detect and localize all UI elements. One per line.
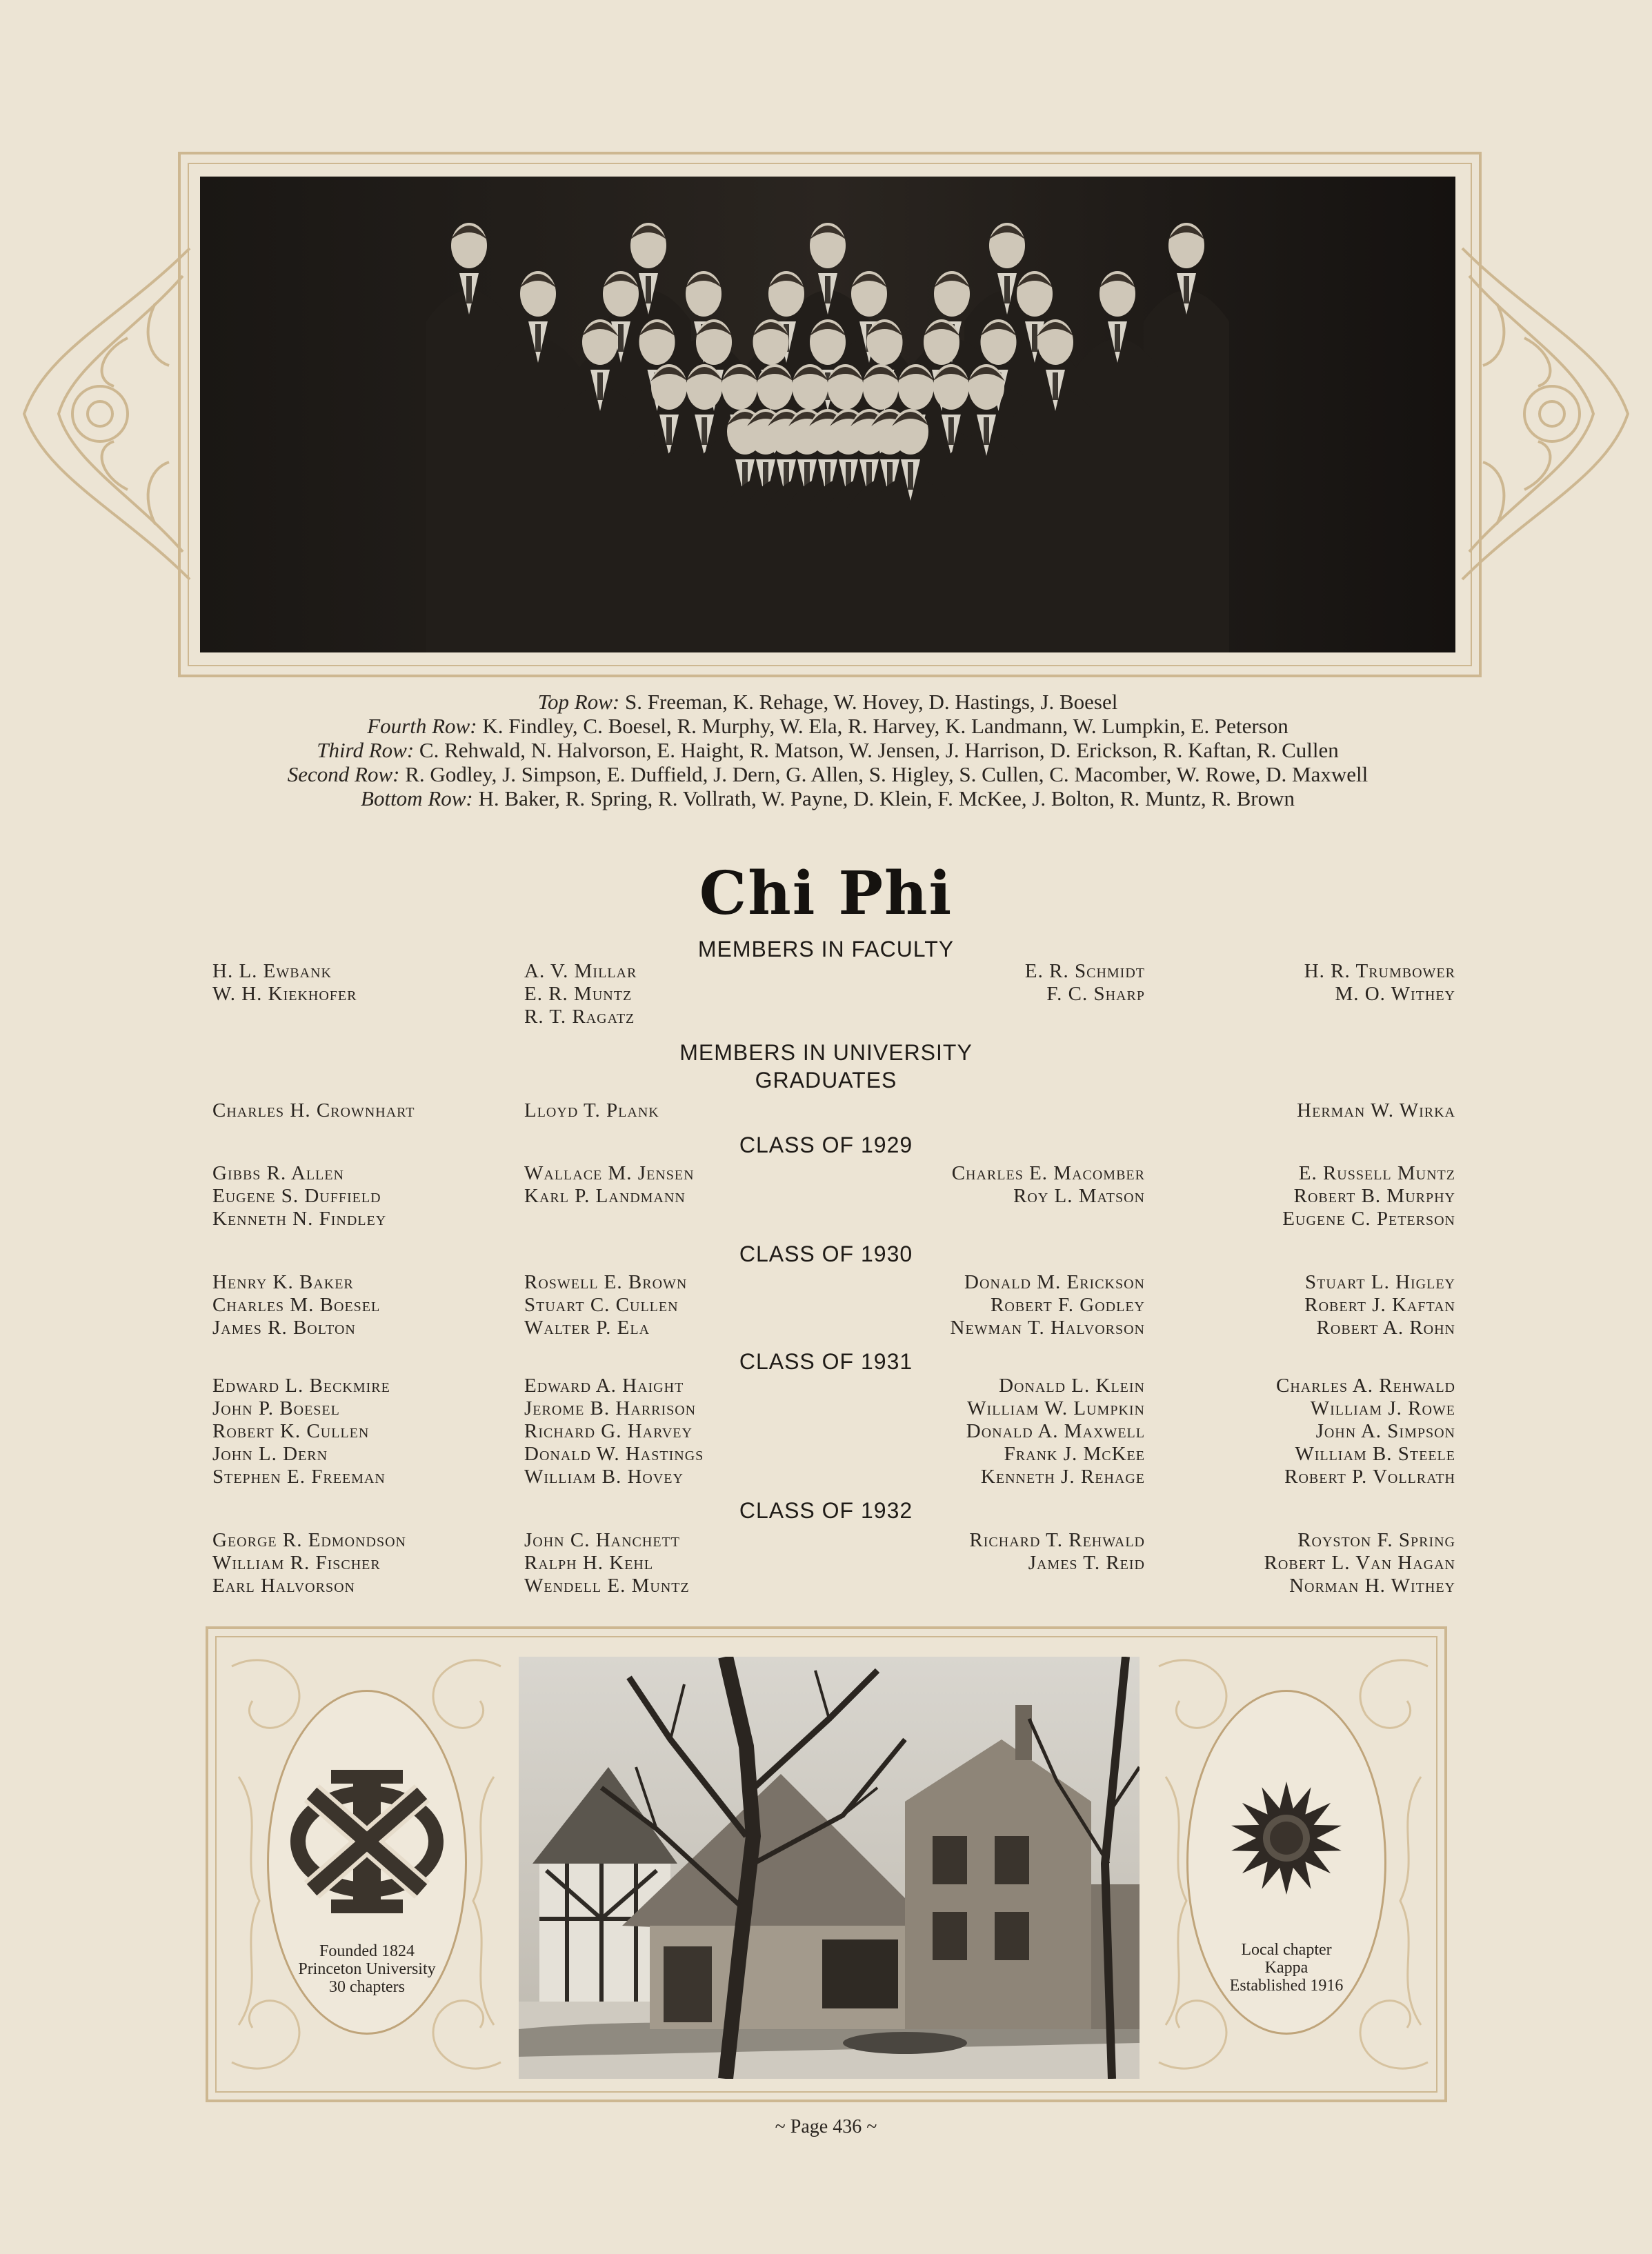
right-scroll-ornament bbox=[1455, 235, 1635, 593]
class-1931-col-4 bbox=[1276, 1375, 1455, 1488]
member-name: George R. Edmondson bbox=[212, 1529, 406, 1551]
member-name: Eugene S. Duffield bbox=[212, 1185, 381, 1207]
member-name: William B. Steele bbox=[1295, 1443, 1455, 1465]
class-1932-col-4 bbox=[1264, 1529, 1455, 1597]
class-1930-col-1 bbox=[212, 1271, 380, 1339]
heading-class-1929: CLASS OF 1929 bbox=[739, 1133, 913, 1157]
local-chapter-name: Kappa bbox=[1264, 1959, 1308, 1977]
member-name: Stuart L. Higley bbox=[1305, 1271, 1455, 1293]
member-name: James T. Reid bbox=[1028, 1552, 1145, 1574]
chapter-title: Chi Phi bbox=[699, 859, 953, 928]
founding-university: Princeton University bbox=[298, 1960, 436, 1978]
member-name: Frank J. McKee bbox=[1004, 1443, 1145, 1465]
class-1932-col-2 bbox=[524, 1529, 690, 1597]
page-number: ~ Page 436 ~ bbox=[775, 2116, 877, 2137]
member-name: Stephen E. Freeman bbox=[212, 1466, 386, 1488]
class-1932-col-3 bbox=[969, 1529, 1145, 1575]
member-name: H. L. Ewbank bbox=[212, 960, 332, 982]
member-name: Karl P. Landmann bbox=[524, 1185, 686, 1207]
member-name: A. V. Millar bbox=[524, 960, 637, 982]
member-name: Walter P. Ela bbox=[524, 1317, 650, 1339]
class-1929-col-1 bbox=[212, 1162, 386, 1230]
class-1931-col-3 bbox=[966, 1375, 1145, 1488]
member-name: Kenneth N. Findley bbox=[212, 1208, 387, 1230]
member-name: Charles H. Crownhart bbox=[212, 1099, 415, 1121]
graduates-col-2 bbox=[524, 1099, 659, 1122]
caption-bottom-row: Bottom Row: H. Baker, R. Spring, R. Vollrath, W. Payne, D. Klein, F. McKee, J. Bolton, R. Muntz, R. Brown bbox=[361, 786, 1295, 810]
group-photo-figures bbox=[200, 177, 1455, 652]
chapter-house-illustration bbox=[519, 1657, 1140, 2079]
member-name: Jerome B. Harrison bbox=[524, 1397, 697, 1419]
left-scroll-ornament bbox=[17, 235, 197, 593]
local-chapter-established: Established 1916 bbox=[1229, 1977, 1344, 1995]
graduates-col-4 bbox=[1297, 1099, 1455, 1122]
member-name: Donald M. Erickson bbox=[964, 1271, 1145, 1293]
member-name: Herman W. Wirka bbox=[1297, 1099, 1455, 1121]
member-name: Robert L. Van Hagan bbox=[1264, 1552, 1455, 1574]
founded-year: Founded 1824 bbox=[319, 1942, 415, 1960]
member-name: William J. Rowe bbox=[1310, 1397, 1455, 1419]
member-name: Robert K. Cullen bbox=[212, 1420, 370, 1442]
member-name: F. C. Sharp bbox=[1046, 983, 1145, 1005]
member-name: Royston F. Spring bbox=[1297, 1529, 1455, 1551]
member-name: Earl Halvorson bbox=[212, 1575, 355, 1597]
member-name: Lloyd T. Plank bbox=[524, 1099, 659, 1121]
member-name: Ralph H. Kehl bbox=[524, 1552, 654, 1574]
class-1930-col-2 bbox=[524, 1271, 687, 1339]
class-1929-col-4 bbox=[1282, 1162, 1455, 1230]
member-name: Edward A. Haight bbox=[524, 1375, 684, 1397]
class-1931-col-2 bbox=[524, 1375, 704, 1488]
member-name: William W. Lumpkin bbox=[967, 1397, 1145, 1419]
member-name: Kenneth J. Rehage bbox=[980, 1466, 1145, 1488]
heading-class-1932: CLASS OF 1932 bbox=[739, 1498, 913, 1523]
caption-third-row: Third Row: C. Rehwald, N. Halvorson, E. Haight, R. Matson, W. Jensen, J. Harrison, D. Erickson, R. Kaftan, R. Cullen bbox=[317, 738, 1339, 762]
faculty-col-1 bbox=[212, 960, 357, 1006]
member-name: Robert A. Rohn bbox=[1316, 1317, 1455, 1339]
chapter-count: 30 chapters bbox=[329, 1978, 405, 1996]
member-name: Charles A. Rehwald bbox=[1276, 1375, 1455, 1397]
member-name: Norman H. Withey bbox=[1289, 1575, 1455, 1597]
caption-second-row: Second Row: R. Godley, J. Simpson, E. Duffield, J. Dern, G. Allen, S. Higley, S. Cullen, C. Macomber, W. Rowe, D. Maxwell bbox=[287, 762, 1369, 786]
member-name: Henry K. Baker bbox=[212, 1271, 354, 1293]
class-1929-col-2 bbox=[524, 1162, 695, 1208]
member-name: W. H. Kiekhofer bbox=[212, 983, 357, 1005]
member-name: Roy L. Matson bbox=[1013, 1185, 1145, 1207]
local-chapter-label: Local chapter bbox=[1241, 1941, 1332, 1959]
heading-university: MEMBERS IN UNIVERSITY bbox=[679, 1040, 973, 1065]
member-name: James R. Bolton bbox=[212, 1317, 356, 1339]
member-name: Robert F. Godley bbox=[991, 1294, 1145, 1316]
member-name: H. R. Trumbower bbox=[1304, 960, 1455, 982]
class-1930-col-4 bbox=[1304, 1271, 1455, 1339]
member-name: John L. Dern bbox=[212, 1443, 328, 1465]
faculty-col-2 bbox=[524, 960, 637, 1028]
member-name: Charles E. Macomber bbox=[951, 1162, 1145, 1184]
faculty-col-4 bbox=[1304, 960, 1455, 1006]
member-name: Edward L. Beckmire bbox=[212, 1375, 390, 1397]
graduates-col-1 bbox=[212, 1099, 415, 1122]
member-name: Gibbs R. Allen bbox=[212, 1162, 344, 1184]
class-1929-col-3 bbox=[952, 1162, 1145, 1208]
faculty-col-3 bbox=[1025, 960, 1145, 1006]
member-name: Eugene C. Peterson bbox=[1282, 1208, 1455, 1230]
member-name: John C. Hanchett bbox=[524, 1529, 680, 1551]
member-name: Roswell E. Brown bbox=[524, 1271, 688, 1293]
heading-faculty: MEMBERS IN FACULTY bbox=[697, 937, 955, 961]
heading-class-1930: CLASS OF 1930 bbox=[739, 1241, 913, 1266]
member-name: M. O. Withey bbox=[1335, 983, 1455, 1005]
member-name: E. Russell Muntz bbox=[1298, 1162, 1455, 1184]
photo-caption-block bbox=[138, 690, 1517, 810]
member-name: John P. Boesel bbox=[212, 1397, 340, 1419]
group-photo bbox=[200, 177, 1455, 652]
member-name: Wendell E. Muntz bbox=[524, 1575, 690, 1597]
member-name: R. T. Ragatz bbox=[524, 1006, 635, 1028]
member-name: Robert P. Vollrath bbox=[1284, 1466, 1455, 1488]
member-name: Newman T. Halvorson bbox=[950, 1317, 1145, 1339]
member-name: Charles M. Boesel bbox=[212, 1294, 381, 1316]
member-name: E. R. Schmidt bbox=[1024, 960, 1145, 982]
member-name: Donald A. Maxwell bbox=[966, 1420, 1145, 1442]
chapter-house-photo bbox=[519, 1657, 1140, 2079]
local-chapter-text bbox=[1186, 1941, 1386, 1995]
member-name: Donald L. Klein bbox=[999, 1375, 1145, 1397]
class-1931-col-1 bbox=[212, 1375, 390, 1488]
founding-text bbox=[267, 1942, 467, 1996]
member-name: William B. Hovey bbox=[524, 1466, 684, 1488]
member-name: Stuart C. Cullen bbox=[524, 1294, 679, 1316]
caption-top-row: Top Row: S. Freeman, K. Rehage, W. Hovey, D. Hastings, J. Boesel bbox=[537, 690, 1118, 714]
member-name: Richard T. Rehwald bbox=[969, 1529, 1145, 1551]
member-name: Donald W. Hastings bbox=[524, 1443, 704, 1465]
member-name: Robert B. Murphy bbox=[1293, 1185, 1455, 1207]
heading-class-1931: CLASS OF 1931 bbox=[739, 1349, 913, 1374]
class-1930-col-3 bbox=[951, 1271, 1146, 1339]
member-name: Robert J. Kaftan bbox=[1304, 1294, 1455, 1316]
class-1932-col-1 bbox=[212, 1529, 406, 1597]
member-name: John A. Simpson bbox=[1315, 1420, 1455, 1442]
member-name: William R. Fischer bbox=[212, 1552, 381, 1574]
heading-graduates: GRADUATES bbox=[755, 1068, 897, 1093]
member-name: Wallace M. Jensen bbox=[524, 1162, 695, 1184]
caption-fourth-row: Fourth Row: K. Findley, C. Boesel, R. Murphy, W. Ela, R. Harvey, K. Landmann, W. Lumpkin, E. Peterson bbox=[367, 714, 1288, 738]
chapter-star-badge-icon bbox=[1228, 1779, 1345, 1897]
member-name: E. R. Muntz bbox=[524, 983, 633, 1005]
member-name: Richard G. Harvey bbox=[524, 1420, 693, 1442]
chi-phi-crest-icon bbox=[284, 1766, 450, 1917]
